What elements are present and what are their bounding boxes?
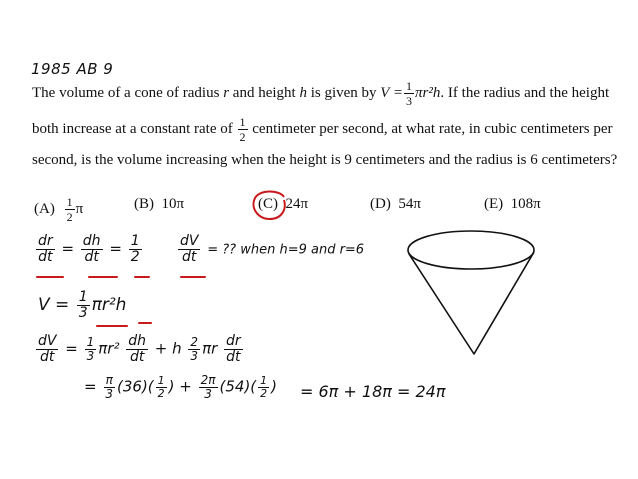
choice-e[interactable]: (E) 108π (484, 196, 541, 212)
problem-line-3: second, is the volume increasing when the height is 9 centimeters and the radius is 6 centimeters? (32, 152, 618, 168)
wanted-rate: $\frac{dV}{dt}$ = ?? when h=9 and r=6 (180, 233, 365, 265)
underline-half (134, 276, 150, 278)
underline-dv-dt (180, 276, 206, 278)
final-result: = 6π + 18π = 24π (300, 382, 446, 401)
volume-formula: V = $\frac{1}{3}$ πr²h (38, 289, 127, 321)
choice-d[interactable]: (D) 54π (370, 196, 421, 212)
problem-line-1: The volume of a cone of radius r and height h is given by V = $\frac{1}{3}$ πr²h. If the radius and the height (32, 79, 610, 108)
choice-a-fraction: $\frac{1}{2}$ (66, 195, 73, 224)
choice-a[interactable]: (A) $\frac{1}{2}$ π (34, 195, 84, 224)
underline-formula-left (96, 325, 128, 327)
selected-answer-circle (250, 188, 290, 222)
choice-b[interactable]: (B) 10π (134, 196, 185, 212)
formula-fraction: $\frac{1}{3}$ (406, 79, 413, 108)
underline-formula-right (138, 322, 152, 324)
derivative-line: $\frac{dV}{dt}$ = $\frac{1}{3}$ πr² $\frac{dh}{dt}$ + h $\frac{2}{3}$ πr $\frac{dr}{dt}$ (38, 333, 241, 365)
problem-line-2: both increase at a constant rate of $\frac{1}{2}$ centimeter per second, at what rate, in cubic centimeters per (32, 115, 613, 144)
underline-dr-dt (36, 276, 64, 278)
problem-source-label: 1985 AB 9 (31, 60, 114, 78)
choice-c[interactable]: (C) 24π (258, 196, 309, 212)
rate-fraction: $\frac{1}{2}$ (239, 115, 246, 144)
underline-dh-dt (88, 276, 118, 278)
cone-sketch-icon (398, 224, 548, 364)
substitution-line: = $\frac{\pi}{3}$ (36)( $\frac{1}{2}$ ) + $\frac{2\pi}{3}$ (54)( $\frac{1}{2}$ ) (84, 373, 278, 401)
given-rates: $\frac{dr}{dt}$ = $\frac{dh}{dt}$ = $\frac{1}{2}$ (38, 233, 140, 265)
